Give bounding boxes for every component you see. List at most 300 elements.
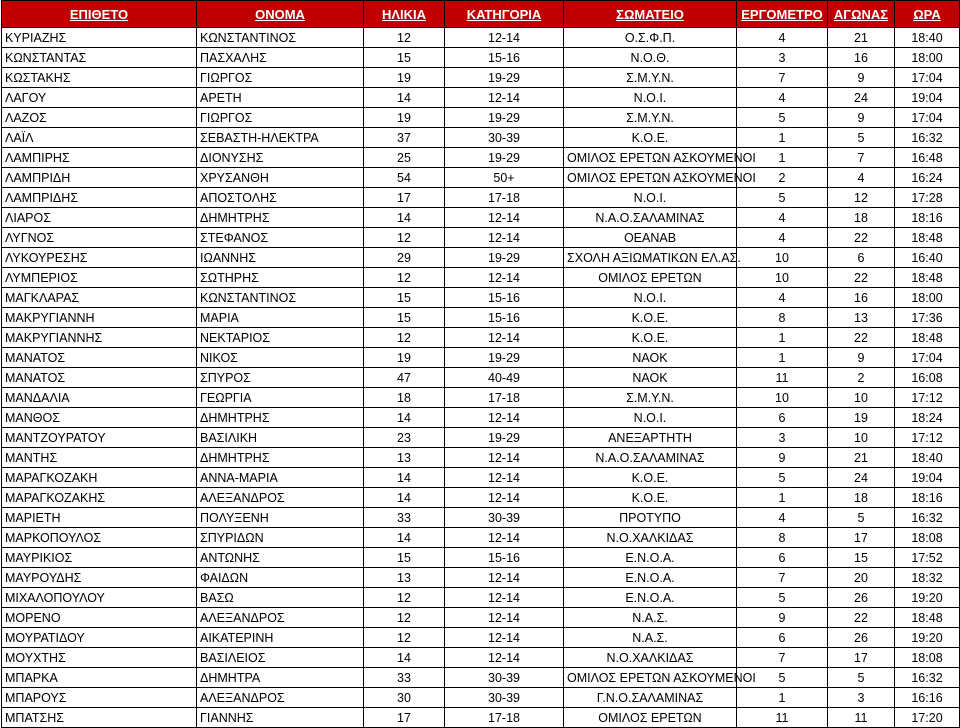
time-cell: 17:36 — [895, 308, 960, 328]
surname-cell: ΚΩΣΤΑΚΗΣ — [2, 68, 197, 88]
table-row — [2, 428, 960, 448]
surname-cell: ΜΑΚΡΥΓΙΑΝΝΗ — [2, 308, 197, 328]
first-name-cell: ΑΙΚΑΤΕΡΙΝΗ — [197, 628, 364, 648]
surname-cell: ΜΙΧΑΛΟΠΟΥΛΟΥ — [2, 588, 197, 608]
time-cell: 17:12 — [895, 428, 960, 448]
table-row — [2, 528, 960, 548]
time-cell: 17:28 — [895, 188, 960, 208]
age-cell: 12 — [364, 328, 445, 348]
table-row — [2, 208, 960, 228]
ergometer-cell: 10 — [737, 268, 828, 288]
category-cell: 17-18 — [445, 188, 564, 208]
time-cell: 19:20 — [895, 628, 960, 648]
surname-cell: ΚΩΝΣΤΑΝΤΑΣ — [2, 48, 197, 68]
time-cell: 18:48 — [895, 608, 960, 628]
ergometer-cell: 3 — [737, 48, 828, 68]
category-cell: 50+ — [445, 168, 564, 188]
table-row — [2, 328, 960, 348]
age-cell: 14 — [364, 208, 445, 228]
ergometer-cell: 3 — [737, 428, 828, 448]
age-cell: 12 — [364, 228, 445, 248]
ergometer-cell: 9 — [737, 608, 828, 628]
time-cell: 18:40 — [895, 448, 960, 468]
ergometer-cell: 5 — [737, 468, 828, 488]
ergometer-cell: 4 — [737, 88, 828, 108]
club-cell: Σ.Μ.Υ.Ν. — [564, 108, 737, 128]
first-name-cell: ΑΠΟΣΤΟΛΗΣ — [197, 188, 364, 208]
time-cell: 16:32 — [895, 508, 960, 528]
table-row — [2, 608, 960, 628]
ergometer-cell: 7 — [737, 568, 828, 588]
club-cell: ΟΜΙΛΟΣ ΕΡΕΤΩΝ ΑΣΚΟΥΜΕΝΟΙ — [564, 668, 737, 688]
category-cell: 12-14 — [445, 228, 564, 248]
header-club: ΣΩΜΑΤΕΙΟ — [564, 1, 737, 28]
surname-cell: ΛΙΑΡΟΣ — [2, 208, 197, 228]
table-row — [2, 568, 960, 588]
first-name-cell: ΝΕΚΤΑΡΙΟΣ — [197, 328, 364, 348]
ergometer-cell: 1 — [737, 488, 828, 508]
time-cell: 18:08 — [895, 528, 960, 548]
time-cell: 17:12 — [895, 388, 960, 408]
first-name-cell: ΑΛΕΞΑΝΔΡΟΣ — [197, 488, 364, 508]
time-cell: 18:32 — [895, 568, 960, 588]
category-cell: 19-29 — [445, 108, 564, 128]
table-row — [2, 188, 960, 208]
surname-cell: ΜΑΝΤΗΣ — [2, 448, 197, 468]
surname-cell: ΜΑΡΑΓΚΟΖΑΚΗΣ — [2, 488, 197, 508]
first-name-cell: ΠΑΣΧΑΛΗΣ — [197, 48, 364, 68]
ergometer-cell: 7 — [737, 68, 828, 88]
ergometer-cell: 4 — [737, 208, 828, 228]
age-cell: 23 — [364, 428, 445, 448]
category-cell: 17-18 — [445, 708, 564, 728]
age-cell: 15 — [364, 548, 445, 568]
club-cell: Ν.Ο.ΧΑΛΚΙΔΑΣ — [564, 648, 737, 668]
time-cell: 18:00 — [895, 288, 960, 308]
table-row — [2, 228, 960, 248]
club-cell: Σ.Μ.Υ.Ν. — [564, 388, 737, 408]
table-row — [2, 68, 960, 88]
race-cell: 22 — [828, 328, 895, 348]
header-category: ΚΑΤΗΓΟΡΙΑ — [445, 1, 564, 28]
first-name-cell: ΔΗΜΗΤΡΗΣ — [197, 208, 364, 228]
first-name-cell: ΣΠΥΡΟΣ — [197, 368, 364, 388]
category-cell: 30-39 — [445, 128, 564, 148]
race-cell: 9 — [828, 68, 895, 88]
category-cell: 30-39 — [445, 668, 564, 688]
first-name-cell: ΒΑΣΙΛΙΚΗ — [197, 428, 364, 448]
surname-cell: ΜΠΑΡΟΥΣ — [2, 688, 197, 708]
surname-cell: ΜΑΥΡΙΚΙΟΣ — [2, 548, 197, 568]
age-cell: 14 — [364, 468, 445, 488]
surname-cell: ΛΥΓΝΟΣ — [2, 228, 197, 248]
age-cell: 30 — [364, 688, 445, 708]
age-cell: 18 — [364, 388, 445, 408]
table-row — [2, 308, 960, 328]
table-row — [2, 488, 960, 508]
ergometer-cell: 4 — [737, 28, 828, 48]
surname-cell: ΜΟΥΧΤΗΣ — [2, 648, 197, 668]
club-cell: Κ.Ο.Ε. — [564, 328, 737, 348]
category-cell: 15-16 — [445, 288, 564, 308]
race-cell: 10 — [828, 428, 895, 448]
race-cell: 26 — [828, 588, 895, 608]
club-cell: ΠΡΟΤΥΠΟ — [564, 508, 737, 528]
first-name-cell: ΓΙΩΡΓΟΣ — [197, 68, 364, 88]
club-cell: Γ.Ν.Ο.ΣΑΛΑΜΙΝΑΣ — [564, 688, 737, 708]
ergometer-cell: 6 — [737, 628, 828, 648]
age-cell: 47 — [364, 368, 445, 388]
ergometer-cell: 4 — [737, 508, 828, 528]
race-cell: 22 — [828, 608, 895, 628]
club-cell: Ν.Α.Ο.ΣΑΛΑΜΙΝΑΣ — [564, 208, 737, 228]
surname-cell: ΛΑΓΟΥ — [2, 88, 197, 108]
club-cell: Κ.Ο.Ε. — [564, 468, 737, 488]
ergometer-cell: 9 — [737, 448, 828, 468]
club-cell: Ε.Ν.Ο.Α. — [564, 568, 737, 588]
ergometer-cell: 5 — [737, 588, 828, 608]
age-cell: 12 — [364, 628, 445, 648]
club-cell: ΝΑΟΚ — [564, 368, 737, 388]
category-cell: 19-29 — [445, 348, 564, 368]
category-cell: 19-29 — [445, 68, 564, 88]
time-cell: 16:08 — [895, 368, 960, 388]
ergometer-cell: 10 — [737, 248, 828, 268]
first-name-cell: ΒΑΣΙΛΕΙΟΣ — [197, 648, 364, 668]
race-cell: 6 — [828, 248, 895, 268]
table-row — [2, 28, 960, 48]
surname-cell: ΛΑΜΠΙΡΗΣ — [2, 148, 197, 168]
first-name-cell: ΓΙΑΝΝΗΣ — [197, 708, 364, 728]
surname-cell: ΜΑΓΚΛΑΡΑΣ — [2, 288, 197, 308]
surname-cell: ΛΑΖΟΣ — [2, 108, 197, 128]
surname-cell: ΚΥΡΙΑΖΗΣ — [2, 28, 197, 48]
category-cell: 30-39 — [445, 688, 564, 708]
ergometer-cell: 6 — [737, 548, 828, 568]
table-row — [2, 388, 960, 408]
table-row — [2, 408, 960, 428]
age-cell: 12 — [364, 588, 445, 608]
first-name-cell: ΑΝΝΑ-ΜΑΡΙΑ — [197, 468, 364, 488]
race-cell: 21 — [828, 448, 895, 468]
category-cell: 12-14 — [445, 468, 564, 488]
ergometer-cell: 11 — [737, 708, 828, 728]
club-cell: Ε.Ν.Ο.Α. — [564, 588, 737, 608]
time-cell: 17:04 — [895, 348, 960, 368]
surname-cell: ΜΑΡΙΕΤΗ — [2, 508, 197, 528]
time-cell: 18:24 — [895, 408, 960, 428]
club-cell: Κ.Ο.Ε. — [564, 128, 737, 148]
table-row — [2, 588, 960, 608]
race-cell: 24 — [828, 88, 895, 108]
time-cell: 16:32 — [895, 668, 960, 688]
club-cell: ΟΜΙΛΟΣ ΕΡΕΤΩΝ — [564, 708, 737, 728]
first-name-cell: ΧΡΥΣΑΝΘΗ — [197, 168, 364, 188]
category-cell: 15-16 — [445, 308, 564, 328]
first-name-cell: ΝΙΚΟΣ — [197, 348, 364, 368]
age-cell: 12 — [364, 268, 445, 288]
category-cell: 12-14 — [445, 88, 564, 108]
table-row — [2, 688, 960, 708]
first-name-cell: ΑΝΤΩΝΗΣ — [197, 548, 364, 568]
race-cell: 3 — [828, 688, 895, 708]
table-row — [2, 168, 960, 188]
first-name-cell: ΣΤΕΦΑΝΟΣ — [197, 228, 364, 248]
club-cell: Ν.Α.Σ. — [564, 628, 737, 648]
race-cell: 18 — [828, 208, 895, 228]
table-row — [2, 288, 960, 308]
race-cell: 22 — [828, 228, 895, 248]
category-cell: 15-16 — [445, 48, 564, 68]
club-cell: ΝΑΟΚ — [564, 348, 737, 368]
ergometer-cell: 11 — [737, 368, 828, 388]
club-cell: Ν.Ο.Ι. — [564, 88, 737, 108]
time-cell: 18:00 — [895, 48, 960, 68]
age-cell: 17 — [364, 188, 445, 208]
race-cell: 12 — [828, 188, 895, 208]
age-cell: 33 — [364, 668, 445, 688]
race-cell: 13 — [828, 308, 895, 328]
first-name-cell: ΓΙΩΡΓΟΣ — [197, 108, 364, 128]
race-cell: 9 — [828, 108, 895, 128]
category-cell: 12-14 — [445, 208, 564, 228]
ergometer-cell: 5 — [737, 668, 828, 688]
time-cell: 17:04 — [895, 68, 960, 88]
race-cell: 26 — [828, 628, 895, 648]
age-cell: 37 — [364, 128, 445, 148]
ergometer-cell: 1 — [737, 688, 828, 708]
race-cell: 20 — [828, 568, 895, 588]
time-cell: 16:48 — [895, 148, 960, 168]
surname-cell: ΛΥΚΟΥΡΕΣΗΣ — [2, 248, 197, 268]
race-cell: 7 — [828, 148, 895, 168]
age-cell: 15 — [364, 48, 445, 68]
age-cell: 15 — [364, 288, 445, 308]
age-cell: 19 — [364, 348, 445, 368]
table-row — [2, 128, 960, 148]
surname-cell: ΛΑΪΛ — [2, 128, 197, 148]
time-cell: 18:48 — [895, 328, 960, 348]
first-name-cell: ΦΑΙΔΩΝ — [197, 568, 364, 588]
race-cell: 9 — [828, 348, 895, 368]
time-cell: 16:24 — [895, 168, 960, 188]
age-cell: 14 — [364, 88, 445, 108]
ergometer-cell: 1 — [737, 328, 828, 348]
age-cell: 25 — [364, 148, 445, 168]
category-cell: 12-14 — [445, 328, 564, 348]
club-cell: Σ.Μ.Υ.Ν. — [564, 68, 737, 88]
header-race: ΑΓΩΝΑΣ — [828, 1, 895, 28]
club-cell: ΟΜΙΛΟΣ ΕΡΕΤΩΝ ΑΣΚΟΥΜΕΝΟΙ — [564, 168, 737, 188]
first-name-cell: ΑΡΕΤΗ — [197, 88, 364, 108]
ergometer-cell: 1 — [737, 348, 828, 368]
ergometer-cell: 7 — [737, 648, 828, 668]
first-name-cell: ΠΟΛΥΞΕΝΗ — [197, 508, 364, 528]
surname-cell: ΜΟΡΕΝΟ — [2, 608, 197, 628]
club-cell: Ν.Α.Ο.ΣΑΛΑΜΙΝΑΣ — [564, 448, 737, 468]
header-time: ΩΡΑ — [895, 1, 960, 28]
race-cell: 16 — [828, 288, 895, 308]
ergometer-cell: 5 — [737, 188, 828, 208]
table-row — [2, 648, 960, 668]
first-name-cell: ΒΑΣΩ — [197, 588, 364, 608]
surname-cell: ΜΠΑΡΚΑ — [2, 668, 197, 688]
first-name-cell: ΜΑΡΙΑ — [197, 308, 364, 328]
age-cell: 33 — [364, 508, 445, 528]
age-cell: 19 — [364, 108, 445, 128]
race-cell: 10 — [828, 388, 895, 408]
time-cell: 19:04 — [895, 468, 960, 488]
first-name-cell: ΚΩΝΣΤΑΝΤΙΝΟΣ — [197, 28, 364, 48]
surname-cell: ΜΑΝΘΟΣ — [2, 408, 197, 428]
age-cell: 54 — [364, 168, 445, 188]
age-cell: 14 — [364, 528, 445, 548]
category-cell: 19-29 — [445, 428, 564, 448]
table-row — [2, 628, 960, 648]
surname-cell: ΜΑΝΔΑΛΙΑ — [2, 388, 197, 408]
club-cell: Ν.Ο.Ι. — [564, 288, 737, 308]
time-cell: 18:16 — [895, 208, 960, 228]
race-cell: 2 — [828, 368, 895, 388]
race-cell: 24 — [828, 468, 895, 488]
surname-cell: ΜΑΝΤΖΟΥΡΑΤΟΥ — [2, 428, 197, 448]
race-cell: 17 — [828, 648, 895, 668]
time-cell: 19:04 — [895, 88, 960, 108]
first-name-cell: ΔΗΜΗΤΡΗΣ — [197, 408, 364, 428]
race-cell: 17 — [828, 528, 895, 548]
header-row — [2, 1, 960, 28]
category-cell: 12-14 — [445, 608, 564, 628]
ergometer-cell: 4 — [737, 228, 828, 248]
club-cell: Ν.Ο.ΧΑΛΚΙΔΑΣ — [564, 528, 737, 548]
category-cell: 12-14 — [445, 268, 564, 288]
ergometer-cell: 1 — [737, 148, 828, 168]
time-cell: 17:04 — [895, 108, 960, 128]
club-cell: Ν.Ο.Ι. — [564, 188, 737, 208]
category-cell: 12-14 — [445, 408, 564, 428]
club-cell: ΟΜΙΛΟΣ ΕΡΕΤΩΝ — [564, 268, 737, 288]
category-cell: 12-14 — [445, 448, 564, 468]
race-cell: 4 — [828, 168, 895, 188]
surname-cell: ΛΑΜΠΡΙΔΗΣ — [2, 188, 197, 208]
age-cell: 19 — [364, 68, 445, 88]
time-cell: 17:20 — [895, 708, 960, 728]
age-cell: 29 — [364, 248, 445, 268]
club-cell: ΣΧΟΛΗ ΑΞΙΩΜΑΤΙΚΩΝ ΕΛ.ΑΣ. — [564, 248, 737, 268]
race-cell: 5 — [828, 128, 895, 148]
race-cell: 5 — [828, 508, 895, 528]
surname-cell: ΜΑΡΚΟΠΟΥΛΟΣ — [2, 528, 197, 548]
age-cell: 13 — [364, 448, 445, 468]
table-row — [2, 708, 960, 728]
table-row — [2, 88, 960, 108]
first-name-cell: ΓΕΩΡΓΙΑ — [197, 388, 364, 408]
table-row — [2, 48, 960, 68]
club-cell: Κ.Ο.Ε. — [564, 308, 737, 328]
surname-cell: ΜΑΝΑΤΟΣ — [2, 348, 197, 368]
first-name-cell: ΑΛΕΞΑΝΔΡΟΣ — [197, 688, 364, 708]
category-cell: 12-14 — [445, 528, 564, 548]
ergometer-cell: 5 — [737, 108, 828, 128]
surname-cell: ΜΑΚΡΥΓΙΑΝΝΗΣ — [2, 328, 197, 348]
surname-cell: ΜΑΥΡΟΥΔΗΣ — [2, 568, 197, 588]
category-cell: 12-14 — [445, 588, 564, 608]
club-cell: ΟΕΑΝΑΒ — [564, 228, 737, 248]
category-cell: 12-14 — [445, 648, 564, 668]
age-cell: 14 — [364, 408, 445, 428]
club-cell: ΟΜΙΛΟΣ ΕΡΕΤΩΝ ΑΣΚΟΥΜΕΝΟΙ — [564, 148, 737, 168]
category-cell: 12-14 — [445, 628, 564, 648]
ergometer-cell: 2 — [737, 168, 828, 188]
table-row — [2, 448, 960, 468]
race-cell: 11 — [828, 708, 895, 728]
category-cell: 30-39 — [445, 508, 564, 528]
category-cell: 40-49 — [445, 368, 564, 388]
ergometer-cell: 6 — [737, 408, 828, 428]
club-cell: Ν.Ο.Ι. — [564, 408, 737, 428]
table-row — [2, 368, 960, 388]
time-cell: 18:40 — [895, 28, 960, 48]
time-cell: 18:48 — [895, 228, 960, 248]
ergometer-cell: 1 — [737, 128, 828, 148]
age-cell: 13 — [364, 568, 445, 588]
header-first-name: ΟΝΟΜΑ — [197, 1, 364, 28]
club-cell: Ο.Σ.Φ.Π. — [564, 28, 737, 48]
time-cell: 18:48 — [895, 268, 960, 288]
surname-cell: ΜΠΑΤΣΗΣ — [2, 708, 197, 728]
ergometer-cell: 8 — [737, 528, 828, 548]
category-cell: 15-16 — [445, 548, 564, 568]
race-cell: 18 — [828, 488, 895, 508]
age-cell: 12 — [364, 608, 445, 628]
table-row — [2, 468, 960, 488]
race-cell: 5 — [828, 668, 895, 688]
table-row — [2, 248, 960, 268]
category-cell: 17-18 — [445, 388, 564, 408]
ergometer-cell: 4 — [737, 288, 828, 308]
first-name-cell: ΣΩΤΗΡΗΣ — [197, 268, 364, 288]
surname-cell: ΛΑΜΠΡΙΔΗ — [2, 168, 197, 188]
surname-cell: ΜΑΡΑΓΚΟΖΑΚΗ — [2, 468, 197, 488]
time-cell: 19:20 — [895, 588, 960, 608]
age-cell: 14 — [364, 648, 445, 668]
first-name-cell: ΔΗΜΗΤΡΑ — [197, 668, 364, 688]
surname-cell: ΜΑΝΑΤΟΣ — [2, 368, 197, 388]
first-name-cell: ΣΕΒΑΣΤΗ-ΗΛΕΚΤΡΑ — [197, 128, 364, 148]
table-row — [2, 508, 960, 528]
surname-cell: ΜΟΥΡΑΤΙΔΟΥ — [2, 628, 197, 648]
age-cell: 12 — [364, 28, 445, 48]
category-cell: 12-14 — [445, 568, 564, 588]
time-cell: 16:32 — [895, 128, 960, 148]
first-name-cell: ΔΙΟΝΥΣΗΣ — [197, 148, 364, 168]
club-cell: Ν.Ο.Θ. — [564, 48, 737, 68]
race-cell: 22 — [828, 268, 895, 288]
table-row — [2, 668, 960, 688]
first-name-cell: ΣΠΥΡΙΔΩΝ — [197, 528, 364, 548]
category-cell: 12-14 — [445, 28, 564, 48]
category-cell: 19-29 — [445, 248, 564, 268]
table-row — [2, 108, 960, 128]
header-ergometer: ΕΡΓΟΜΕΤΡΟ — [737, 1, 828, 28]
first-name-cell: ΚΩΝΣΤΑΝΤΙΝΟΣ — [197, 288, 364, 308]
time-cell: 16:40 — [895, 248, 960, 268]
results-table — [1, 0, 960, 728]
surname-cell: ΛΥΜΠΕΡΙΟΣ — [2, 268, 197, 288]
ergometer-cell: 8 — [737, 308, 828, 328]
time-cell: 18:08 — [895, 648, 960, 668]
time-cell: 17:52 — [895, 548, 960, 568]
